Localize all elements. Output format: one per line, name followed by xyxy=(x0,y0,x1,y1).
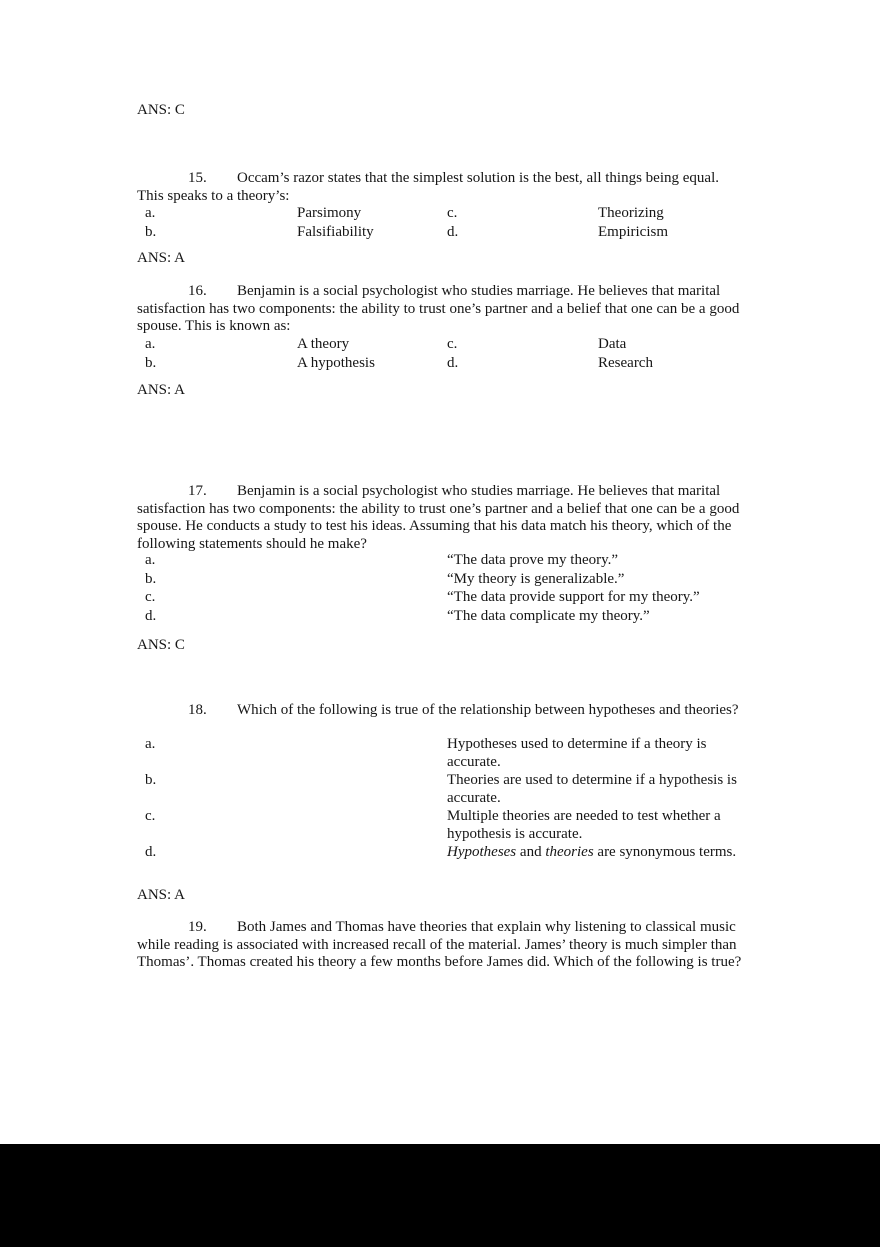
answer-line-previous xyxy=(137,102,437,120)
option-text-d: Hypotheses and theories are synonymous terms. xyxy=(447,844,737,860)
option-letter-a: a. xyxy=(145,336,156,352)
answer-line-q18 xyxy=(137,887,437,905)
answer-line-q15 xyxy=(137,250,437,268)
question-18-number: 18. xyxy=(188,702,207,718)
answer-text: ANS: C xyxy=(137,637,185,653)
answer-text: ANS: A xyxy=(137,887,185,903)
option-text-b: A hypothesis xyxy=(297,354,375,371)
option-letter-d: d. xyxy=(145,844,157,860)
question-17-options xyxy=(145,552,743,626)
option-letter-a: a. xyxy=(145,205,156,221)
option-row xyxy=(145,224,743,242)
option-row xyxy=(145,552,743,570)
option-letter-b: b. xyxy=(145,354,157,371)
option-text-a: “The data prove my theory.” xyxy=(447,552,619,568)
option-text-b: “My theory is generalizable.” xyxy=(447,570,625,587)
option-row xyxy=(145,844,743,862)
option-letter-d: d. xyxy=(447,223,459,240)
option-row xyxy=(145,589,743,607)
option-text-d: Research xyxy=(598,354,653,371)
option-text-a: A theory xyxy=(297,336,350,352)
question-18-text: Which of the following is true of the relationship between hypotheses and theories? xyxy=(237,702,739,718)
option-letter-a: a. xyxy=(145,736,156,752)
option-letter-c: c. xyxy=(145,808,156,824)
option-letter-d: d. xyxy=(447,354,459,371)
option-letter-b: b. xyxy=(145,772,157,788)
answer-line-q16 xyxy=(137,382,437,400)
option-text-a: Parsimony xyxy=(297,205,362,221)
answer-text: ANS: A xyxy=(137,382,185,398)
question-16-text: Benjamin is a social psychologist who studies marriage. He believes that marital satisfaction has two components: the ability to trust one’s partner and a belief that one can be a good spouse. This is known as: xyxy=(137,283,740,334)
option-letter-a: a. xyxy=(145,552,156,568)
question-15-number: 15. xyxy=(188,170,207,186)
option-letter-d: d. xyxy=(145,607,157,624)
question-17 xyxy=(137,483,743,553)
option-text-c: Data xyxy=(598,336,627,352)
question-19-number: 19. xyxy=(188,919,207,935)
option-letter-c: c. xyxy=(145,589,156,605)
option-text-c: “The data provide support for my theory.” xyxy=(447,589,700,605)
option-text-c: Multiple theories are needed to test whether a hypothesis is accurate. xyxy=(447,808,721,842)
option-text-a: Hypotheses used to determine if a theory is accurate. xyxy=(447,736,707,770)
answer-line-q17 xyxy=(137,637,437,655)
option-letter-b: b. xyxy=(145,570,157,587)
option-text-d: “The data complicate my theory.” xyxy=(447,607,650,624)
question-18-options xyxy=(145,736,743,863)
question-19-text: Both James and Thomas have theories that explain why listening to classical music while reading is associated with increased recall of the material. James’ theory is much simpler than Thomas’. Thomas created his theory a few months before James did. Which of the following is true? xyxy=(137,919,742,970)
question-17-number: 17. xyxy=(188,483,207,499)
option-row xyxy=(145,205,743,223)
question-16-number: 16. xyxy=(188,283,207,299)
question-19 xyxy=(137,919,743,972)
option-letter-c: c. xyxy=(447,205,458,221)
option-row xyxy=(145,736,743,771)
bottom-black-bar xyxy=(0,1144,880,1247)
question-18 xyxy=(137,702,743,720)
option-letter-c: c. xyxy=(447,336,458,352)
option-letter-b: b. xyxy=(145,223,157,240)
option-text-b: Falsifiability xyxy=(297,223,374,240)
option-row xyxy=(145,808,743,843)
option-row xyxy=(145,608,743,626)
option-row xyxy=(145,772,743,807)
option-row xyxy=(145,355,743,373)
question-15-options xyxy=(145,205,743,242)
question-15 xyxy=(137,170,743,205)
option-row xyxy=(145,571,743,589)
question-16-options xyxy=(145,336,743,373)
question-16 xyxy=(137,283,743,336)
option-text-d: Empiricism xyxy=(598,223,668,240)
option-text-b: Theories are used to determine if a hypothesis is accurate. xyxy=(447,772,737,806)
option-row xyxy=(145,336,743,354)
question-15-text: Occam’s razor states that the simplest solution is the best, all things being equal. This speaks to a theory’s: xyxy=(137,170,719,204)
answer-text: ANS: A xyxy=(137,250,185,266)
option-text-c: Theorizing xyxy=(598,205,664,221)
answer-text: ANS: C xyxy=(137,102,185,118)
question-17-text: Benjamin is a social psychologist who studies marriage. He believes that marital satisfaction has two components: the ability to trust one’s partner and a belief that one can be a good spouse. He conducts a study to test his ideas. Assuming that his data match his theory, which of the following statements should he make? xyxy=(137,483,740,552)
